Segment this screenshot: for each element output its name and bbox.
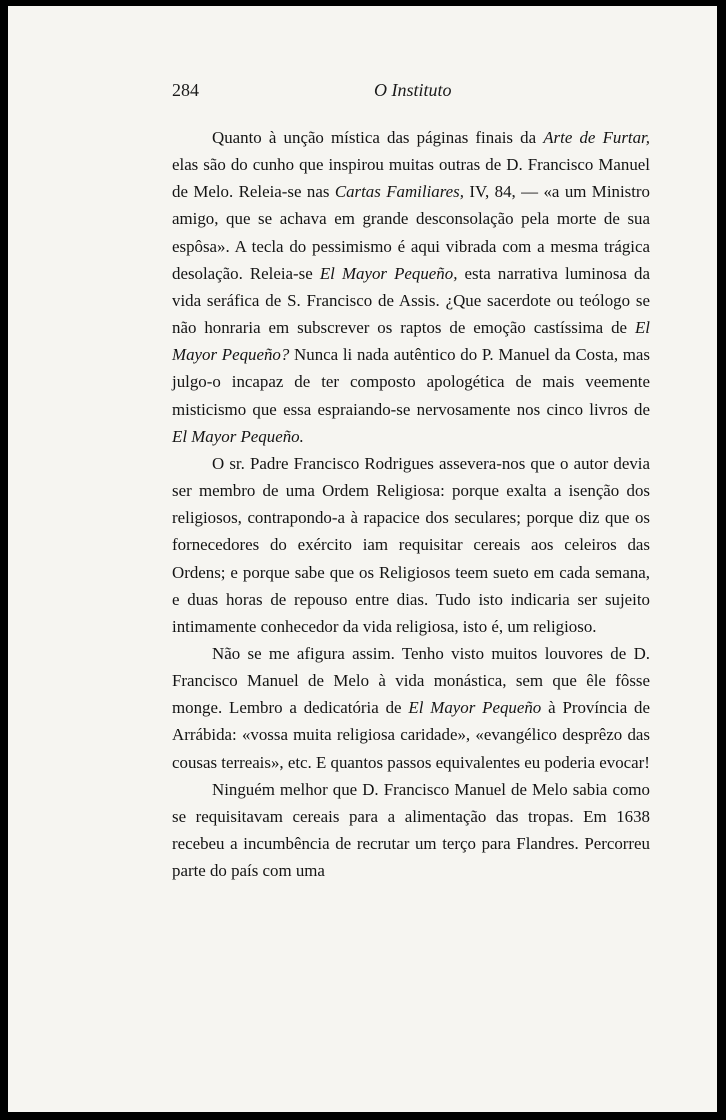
text-run: elas são do cunho que inspirou muitas outras de D. Francisco Manuel de Melo. Releia-se nas bbox=[172, 155, 650, 202]
text-run: O sr. Padre Francisco Rodrigues assevera-nos que o autor devia ser membro de uma Ordem Religiosa: porque exalta a isenção dos religiosos, contrapondo-a à rapacice dos seculares; porque diz que os fornecedores do exército iam requisitar cereais aos celeiros das Ordens; e porque sabe que os Religiosos teem sueto em cada semana, e duas horas de repouso entre dias. Tudo isto indicaria ser sujeito intimamente conhecedor da vida religiosa, isto é, um religioso. bbox=[172, 453, 650, 636]
book-title: El Mayor Pequeño bbox=[408, 698, 542, 718]
paragraph bbox=[172, 640, 650, 776]
page-header bbox=[172, 80, 650, 106]
running-title: O Instituto bbox=[374, 80, 452, 100]
page-number: 284 bbox=[172, 80, 199, 100]
book-page bbox=[8, 6, 717, 1112]
paragraph bbox=[172, 124, 650, 450]
book-title: El Mayor Pequeño? bbox=[172, 318, 650, 365]
text-run: à Província de Arrábida: «vossa muita religiosa caridade», «evangélico desprêzo das cousas terreais», etc. E quantos passos equivalentes eu poderia evocar! bbox=[172, 698, 650, 772]
book-title: Cartas Familiares, bbox=[334, 182, 464, 202]
text-run: esta narrativa luminosa da vida seráfica de S. Francisco de Assis. ¿Que sacerdote ou teólogo se não honraria em subscrever os raptos de emoção castíssima de bbox=[172, 263, 650, 338]
paragraph bbox=[172, 776, 650, 885]
text-run: Nunca li nada autêntico do P. Manuel da Costa, mas julgo-o incapaz de ter composto apologética de mais veemente misticismo que essa espraiando-se nervosamente nos cinco livros de bbox=[172, 345, 651, 419]
text-run: Ninguém melhor que D. Francisco Manuel de Melo sabia como se requisitavam cereais para a alimentação das tropas. Em 1638 recebeu a incumbência de recrutar um terço para Flandres. Percorreu parte do país com uma bbox=[172, 779, 650, 881]
paragraph bbox=[172, 450, 650, 640]
text-run: Não se me afigura assim. Tenho visto muitos louvores de D. Francisco Manuel de Melo à vida monástica, sem que êle fôsse monge. Lembro a dedicatória de bbox=[172, 643, 650, 718]
text-run: Quanto à unção mística das páginas finais da bbox=[212, 128, 544, 147]
book-title: El Mayor Pequeño, bbox=[319, 263, 458, 283]
book-title: El Mayor Pequeño. bbox=[172, 426, 304, 446]
text-run: IV, 84, — «a um Ministro amigo, que se achava em grande desconsolação pela morte de sua espôsa». A tecla do pessimismo é aqui vibrada com a mesma trágica desolação. Releia-se bbox=[172, 182, 650, 283]
body-text bbox=[172, 124, 650, 884]
book-title: Arte de Furtar, bbox=[543, 128, 650, 147]
